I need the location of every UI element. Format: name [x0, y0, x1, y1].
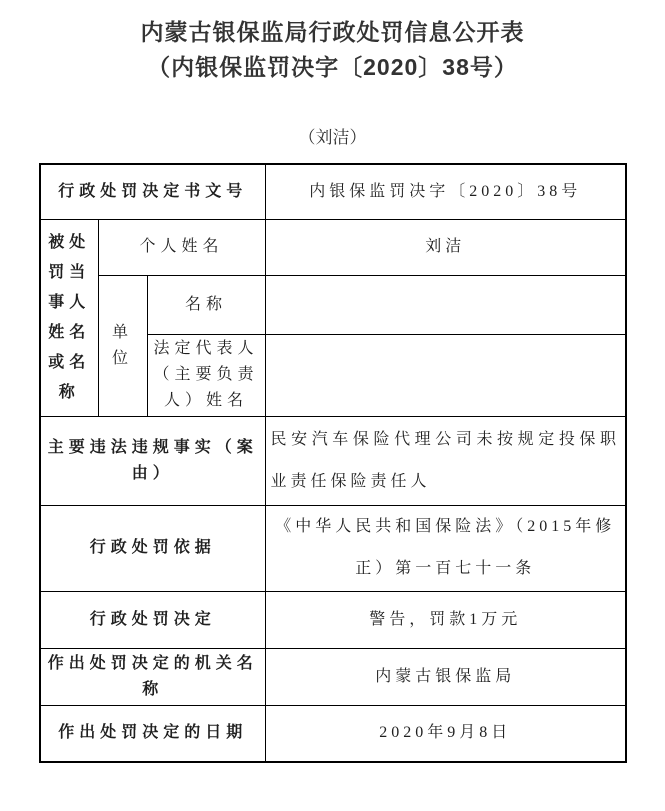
unit-name-value	[265, 275, 626, 334]
page-title-line2: （内银保监罚决字〔2020〕38号）	[147, 54, 518, 80]
doc-number-label: 行政处罚决定书文号	[40, 164, 265, 219]
subject-name: （刘洁）	[298, 128, 367, 147]
personal-name-value: 刘洁	[265, 219, 626, 275]
basis-value: 《中华人民共和国保险法》（2015年修正）第一百七十一条	[265, 505, 626, 591]
unit-name-label: 名称	[147, 275, 265, 334]
doc-number-value: 内银保监罚决字〔2020〕38号	[265, 164, 626, 219]
table-row-unit-name	[40, 275, 626, 334]
date-label: 作出处罚决定的日期	[40, 705, 265, 762]
table-row-facts	[40, 416, 626, 505]
legal-rep-label: 法定代表人（主要负责人）姓名	[147, 334, 265, 416]
table-row-basis	[40, 505, 626, 591]
authority-label: 作出处罚决定的机关名称	[40, 648, 265, 705]
personal-name-label: 个人姓名	[98, 219, 265, 275]
decision-value: 警告，罚款1万元	[265, 591, 626, 648]
decision-label: 行政处罚决定	[40, 591, 265, 648]
authority-value: 内蒙古银保监局	[265, 648, 626, 705]
unit-label: 单位	[98, 275, 147, 416]
penalty-table	[39, 163, 627, 763]
table-row-doc-number	[40, 164, 626, 219]
table-row-personal-name	[40, 219, 626, 275]
table-row-date	[40, 705, 626, 762]
date-value: 2020年9月8日	[265, 705, 626, 762]
table-row-decision	[40, 591, 626, 648]
basis-label: 行政处罚依据	[40, 505, 265, 591]
party-group-label: 被处罚当事人姓名或名称	[40, 219, 98, 416]
facts-value: 民安汽车保险代理公司未按规定投保职业责任保险责任人	[265, 416, 626, 505]
page-title-line1: 内蒙古银保监局行政处罚信息公开表	[140, 19, 525, 45]
legal-rep-value	[265, 334, 626, 416]
table-row-authority	[40, 648, 626, 705]
page-title	[0, 0, 665, 85]
facts-label: 主要违法违规事实（案由）	[40, 416, 265, 505]
